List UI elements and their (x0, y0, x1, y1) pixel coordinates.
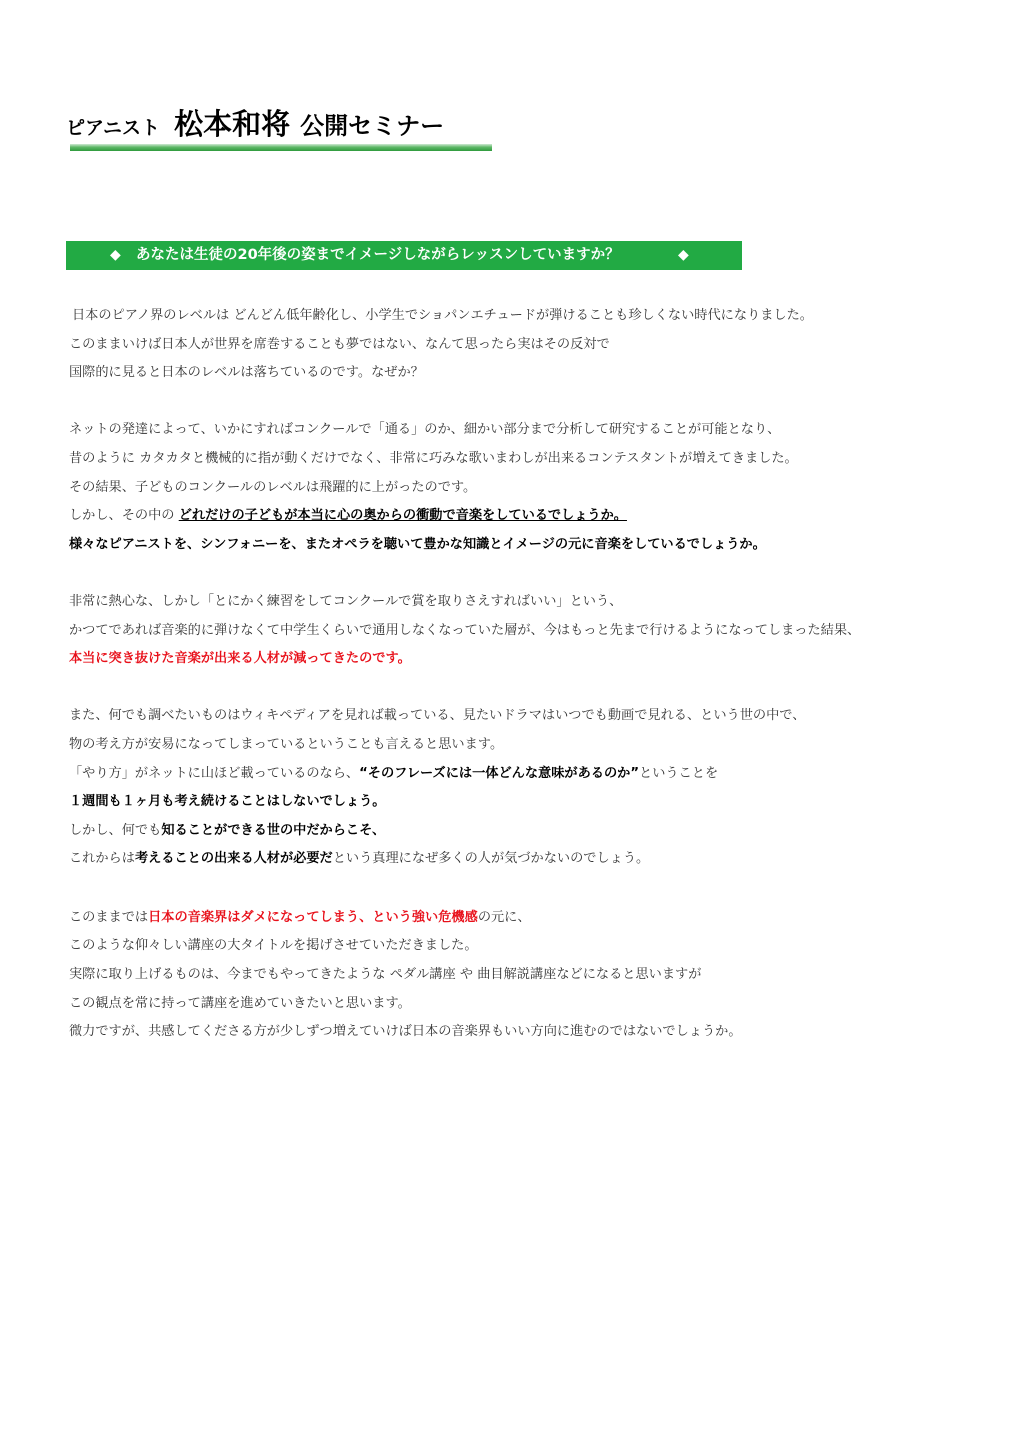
paragraph-1 (69, 302, 969, 388)
emphasis-text: “そのフレーズには一体どんな意味があるのか” (359, 765, 640, 781)
title-prefix: ピアニスト (66, 117, 161, 139)
emphasis-text: １週間も１ヶ月も考え続けることはしないでしょう。 (69, 794, 386, 810)
paragraph-2 (69, 416, 969, 559)
plain-text: 「やり方」がネットに山ほど載っているのなら、 (69, 765, 360, 781)
paragraph-line: その結果、子どものコンクールのレベルは飛躍的に上がったのです。 (69, 479, 477, 495)
paragraph-line (69, 645, 969, 674)
plain-text: しかし、その中の (69, 508, 179, 524)
plain-text: これからは (69, 851, 135, 867)
paragraph-line: 非常に熱心な、しかし「とにかく練習をしてコンクールで賞を取りさえすればいい」という、 (69, 593, 623, 609)
article-body (69, 302, 969, 1047)
paragraph-line: このままいけば日本人が世界を席巻することも夢ではない、なんて思ったら実はその反対で (69, 336, 610, 352)
paragraph-line (69, 502, 969, 531)
red-emphasis-text: 本当に突き抜けた音楽が出来る人材が減ってきたのです。 (69, 651, 411, 667)
paragraph-5 (69, 904, 969, 1047)
paragraph-line (69, 788, 969, 817)
red-emphasis-text: 日本の音楽界はダメになってしまう、という強い危機感 (148, 909, 478, 925)
title-underline (70, 144, 492, 151)
paragraph-3 (69, 588, 969, 674)
paragraph-line: 物の考え方が安易になってしまっているということも言えると思います。 (69, 736, 504, 752)
paragraph-line: 昔のように カタカタと機械的に指が動くだけでなく、非常に巧みな歌いまわしが出来るコンテスタントが増えてきました。 (69, 450, 798, 466)
emphasis-text: 様々なピアニストを、シンフォニーを、またオペラを聴いて豊かな知識とイメージの元に音楽をしているでしょうか。 (69, 536, 766, 552)
paragraph-gap (69, 674, 969, 703)
paragraph-line (69, 904, 969, 933)
paragraph-gap (69, 559, 969, 588)
paragraph-line: 国際的に見ると日本のレベルは落ちているのです。なぜか？ (69, 365, 424, 381)
plain-text: ということを (639, 765, 719, 781)
diamond-icon: ◆ (678, 247, 689, 263)
paragraph-line: 日本のピアノ界のレベルは どんどん低年齢化し、小学生でショパンエチュードが弾けることも珍しくない時代になりました。 (72, 308, 813, 323)
diamond-icon: ◆ (110, 247, 121, 263)
paragraph-line: この観点を常に持って講座を進めていきたいと思います。 (69, 995, 411, 1011)
title-suffix: 公開セミナー (300, 112, 445, 140)
title-name: 松本和将 (174, 107, 291, 141)
paragraph-line: かつてであれば音楽的に弾けなくて中学生くらいで通用しなくなっていた層が、今はもっと先まで行けるようになってしまった結果、 (69, 622, 861, 638)
paragraph-line: 微力ですが、共感してくださる方が少しずつ増えていけば日本の音楽界もいい方向に進むのではないでしょうか。 (69, 1024, 742, 1040)
paragraph-line: また、何でも調べたいものはウィキペディアを見れば載っている、見たいドラマはいつでも動画で見れる、という世の中で、 (69, 708, 806, 724)
emphasis-text: 考えることの出来る人材が必要だ (134, 851, 333, 867)
page-title (66, 104, 492, 149)
section-banner (66, 241, 742, 270)
paragraph-line (69, 760, 969, 789)
page-header (66, 104, 492, 152)
plain-text: しかし、何でも (69, 822, 162, 838)
banner-question: あなたは生徒の20年後の姿までイメージしながらレッスンしていますか？ (136, 247, 620, 263)
paragraph-4 (69, 702, 969, 874)
paragraph-line (69, 817, 969, 846)
emphasis-text: どれだけの子どもが本当に心の奥からの衝動で音楽をしているでしょうか。 (178, 508, 627, 524)
plain-text: という真理になぜ多くの人が気づかないのでしょう。 (332, 851, 650, 867)
paragraph-line (69, 845, 969, 874)
paragraph-line: 実際に取り上げるものは、今までもやってきたような ペダル講座 や 曲目解説講座などになると思いますが (69, 967, 702, 983)
plain-text: の元に、 (477, 909, 531, 925)
paragraph-line (69, 531, 969, 560)
paragraph-line: ネットの発達によって、いかにすればコンクールで「通る」のか、細かい部分まで分析して研究することが可能となり、 (69, 422, 781, 438)
paragraph-gap (69, 388, 969, 417)
plain-text: このままでは (69, 909, 149, 925)
paragraph-gap (69, 874, 969, 904)
paragraph-line: このような仰々しい講座の大タイトルを掲げさせていただきました。 (69, 938, 478, 954)
emphasis-text: 知ることができる世の中だからこそ、 (161, 822, 386, 838)
